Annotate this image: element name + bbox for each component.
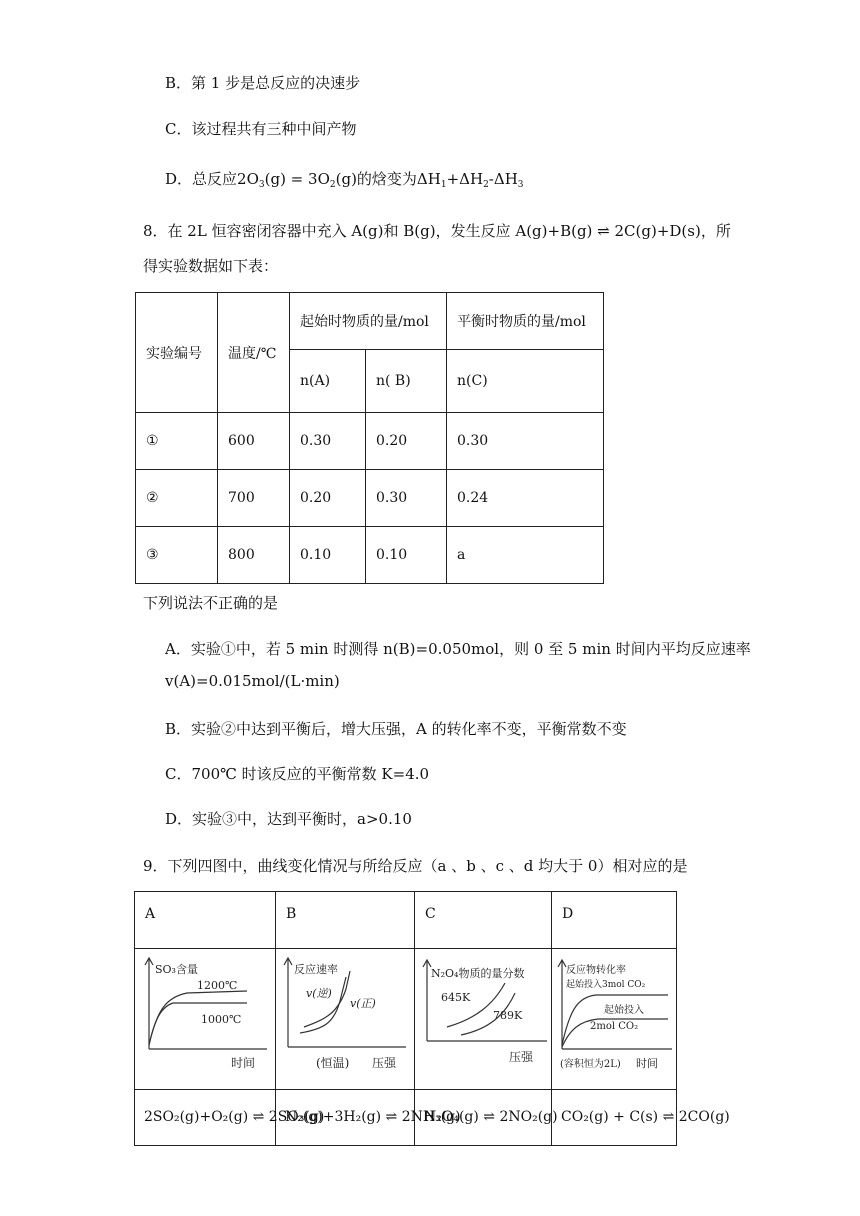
graph-c xyxy=(415,949,552,1090)
table-row: ② 700 0.20 0.30 0.24 xyxy=(136,470,604,527)
reaction-d: CO₂(g) + C(s) ⇌ 2CO(g) xyxy=(561,1109,730,1125)
header-nC: n(C) xyxy=(447,350,604,413)
graph-d-condition: (容积恒为2L) xyxy=(560,1059,621,1070)
q8-stem-line2: 得实验数据如下表： xyxy=(143,257,279,275)
graph-a xyxy=(135,949,276,1090)
graph-d-ylabel: 反应物转化率 xyxy=(566,965,626,976)
graph-d-xlabel: 时间 xyxy=(636,1057,658,1070)
graph-c-xlabel: 压强 xyxy=(509,1050,534,1064)
reaction-b: N₂(g)+3H₂(g) ⇌ 2NH₃(g) xyxy=(285,1109,461,1125)
graph-b-curve1: v(逆) xyxy=(306,987,332,1000)
graph-b-curve2: v(正) xyxy=(350,997,376,1010)
graph-a-xlabel: 时间 xyxy=(231,1056,256,1070)
graph-a-curve1: 1200℃ xyxy=(197,979,238,992)
graph-c-curve1: 645K xyxy=(441,991,471,1004)
graph-c-ylabel: N₂O₄物质的量分数 xyxy=(431,967,525,980)
graph-d-curve2-line1: 起始投入 xyxy=(604,1005,644,1016)
q7-option-b: B．第 1 步是总反应的决速步 xyxy=(165,74,361,92)
q8-data-table xyxy=(135,292,604,584)
graph-a-ylabel: SO₃含量 xyxy=(155,963,198,976)
graph-b-condition: (恒温) xyxy=(316,1056,350,1070)
q8-option-b: B．实验②中达到平衡后，增大压强，A 的转化率不变，平衡常数不变 xyxy=(165,720,627,738)
graph-c-curve2: 789K xyxy=(493,1009,523,1022)
q9-graph-table xyxy=(134,891,730,1146)
graph-b-xlabel: 压强 xyxy=(372,1056,397,1070)
header-nB: n( B) xyxy=(366,350,447,413)
graph-d xyxy=(552,949,677,1090)
header-equilibrium-amount: 平衡时物质的量/mol xyxy=(447,293,604,350)
q8-option-a-line1: A．实验①中，若 5 min 时测得 n(B)=0.050mol，则 0 至 5 min 时间内平均反应速率 xyxy=(165,640,751,658)
graph-d-curve1: 起始投入3mol CO₂ xyxy=(566,980,646,990)
header-d: D xyxy=(552,892,677,949)
header-exp-id: 实验编号 xyxy=(136,293,218,413)
q8-option-d: D．实验③中，达到平衡时，a>0.10 xyxy=(165,810,412,828)
reaction-c: N₂O₄(g) ⇌ 2NO₂(g) xyxy=(424,1109,558,1125)
reaction-a: 2SO₂(g)+O₂(g) ⇌ 2SO₃(g) xyxy=(144,1109,325,1125)
q9-stem: 9．下列四图中，曲线变化情况与所给反应（a 、b 、c 、d 均大于 0）相对应的是 xyxy=(143,857,688,875)
header-b: B xyxy=(276,892,415,949)
header-a: A xyxy=(135,892,276,949)
q8-stem-line1: 8．在 2L 恒容密闭容器中充入 A(g)和 B(g)，发生反应 A(g)+B(g) ⇌ 2C(g)+D(s)，所 xyxy=(143,222,731,240)
q7-option-c: C．该过程共有三种中间产物 xyxy=(165,120,357,138)
graph-b-ylabel: 反应速率 xyxy=(294,963,338,976)
table-row: ① 600 0.30 0.20 0.30 xyxy=(136,413,604,470)
q8-option-a-line2: v(A)=0.015mol/(L·min) xyxy=(165,672,340,690)
table-row: ③ 800 0.10 0.10 a xyxy=(136,527,604,584)
header-initial-amount: 起始时物质的量/mol xyxy=(290,293,447,350)
header-temperature: 温度/℃ xyxy=(218,293,290,413)
header-nA: n(A) xyxy=(290,350,366,413)
header-c: C xyxy=(415,892,552,949)
graph-d-curve2-line2: 2mol CO₂ xyxy=(590,1021,639,1032)
graph-a-curve2: 1000℃ xyxy=(201,1013,242,1026)
q7-option-d: D．总反应$2O_3(g) = 3O_2(g)$的焓变为$\Delta H_1+\Delta H_2-\Delta H_3$ xyxy=(165,170,524,190)
q8-option-c: C．700℃ 时该反应的平衡常数 K=4.0 xyxy=(165,765,430,783)
graph-b xyxy=(276,949,415,1090)
q8-prompt: 下列说法不正确的是 xyxy=(143,594,279,612)
